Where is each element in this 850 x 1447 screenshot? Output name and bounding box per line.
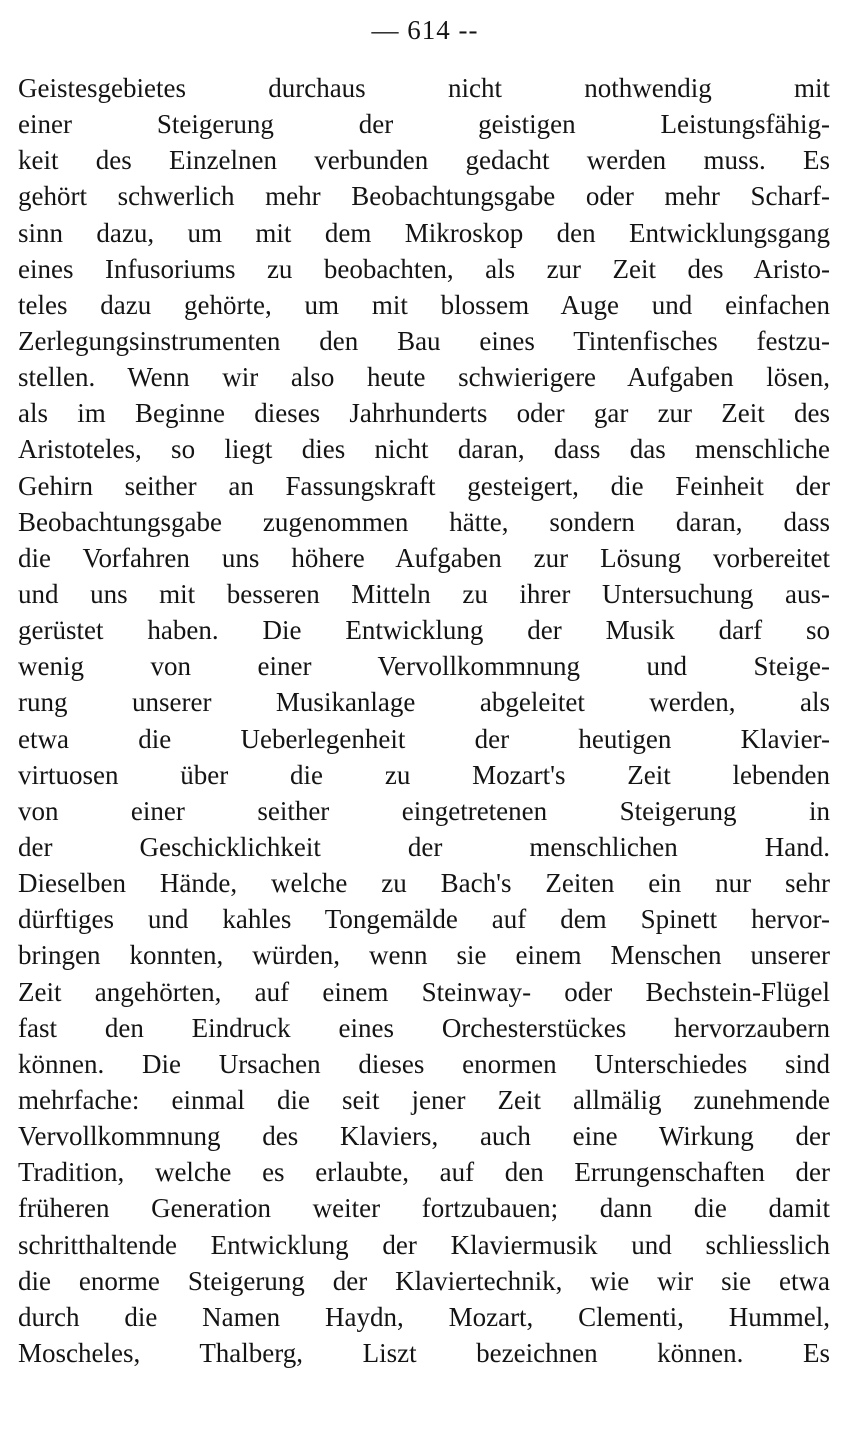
text-line: die Vorfahren uns höhere Aufgaben zur Lösung vorbereitet [18, 542, 830, 573]
text-line: Aristoteles, so liegt dies nicht daran, dass das menschliche [18, 434, 830, 465]
text-line: Moscheles, Thalberg, Liszt bezeichnen können. Es [18, 1337, 830, 1368]
text-line: schritthaltende Entwicklung der Klaviermusik und schliesslich [18, 1229, 830, 1260]
text-line: teles dazu gehörte, um mit blossem Auge und einfachen [18, 289, 830, 320]
text-line: virtuosen über die zu Mozart's Zeit lebenden [18, 759, 830, 790]
text-line: mehrfache: einmal die seit jener Zeit allmälig zunehmende [18, 1084, 830, 1115]
text-line: Tradition, welche es erlaubte, auf den Errungenschaften der [18, 1157, 830, 1188]
text-line: sinn dazu, um mit dem Mikroskop den Entwicklungsgang [18, 217, 830, 248]
text-line: als im Beginne dieses Jahrhunderts oder gar zur Zeit des [18, 398, 830, 429]
text-line: wenig von einer Vervollkommnung und Steige- [18, 651, 830, 682]
text-line: früheren Generation weiter fortzubauen; dann die damit [18, 1193, 830, 1224]
text-line: durch die Namen Haydn, Mozart, Clementi, Hummel, [18, 1301, 830, 1332]
text-line: keit des Einzelnen verbunden gedacht werden muss. Es [18, 145, 830, 176]
text-line: gerüstet haben. Die Entwicklung der Musik darf so [18, 615, 830, 646]
text-line: und uns mit besseren Mitteln zu ihrer Untersuchung aus- [18, 578, 830, 609]
text-line: etwa die Ueberlegenheit der heutigen Klavier- [18, 723, 830, 754]
text-line: rung unserer Musikanlage abgeleitet werden, als [18, 687, 830, 718]
text-line: Geistesgebietes durchaus nicht nothwendig mit [18, 73, 830, 103]
text-line: gehört schwerlich mehr Beobachtungsgabe oder mehr Scharf- [18, 181, 830, 212]
text-line: von einer seither eingetretenen Steigerung in [18, 795, 830, 826]
text-line: Dieselben Hände, welche zu Bach's Zeiten ein nur sehr [18, 868, 830, 899]
text-line: einer Steigerung der geistigen Leistungsfähig- [18, 109, 830, 140]
text-line: Vervollkommnung des Klaviers, auch eine Wirkung der [18, 1121, 830, 1152]
text-line: die enorme Steigerung der Klaviertechnik, wie wir sie etwa [18, 1265, 830, 1296]
text-line: dürftiges und kahles Tongemälde auf dem Spinett hervor- [18, 904, 830, 935]
text-line: Gehirn seither an Fassungskraft gesteigert, die Feinheit der [18, 470, 830, 501]
body-text [18, 70, 830, 1371]
page-number: — 614 -- [371, 15, 479, 45]
text-line: bringen konnten, würden, wenn sie einem Menschen unserer [18, 940, 830, 971]
text-line: Zerlegungsinstrumenten den Bau eines Tintenfisches festzu- [18, 325, 830, 356]
text-line: Zeit angehörten, auf einem Steinway- oder Bechstein-Flügel [18, 976, 830, 1007]
text-line: der Geschicklichkeit der menschlichen Hand. [18, 831, 830, 862]
text-line: können. Die Ursachen dieses enormen Unterschiedes sind [18, 1048, 830, 1079]
text-line: eines Infusoriums zu beobachten, als zur Zeit des Aristo- [18, 253, 830, 284]
text-line: fast den Eindruck eines Orchesterstückes hervorzaubern [18, 1012, 830, 1043]
text-line: stellen. Wenn wir also heute schwierigere Aufgaben lösen, [18, 362, 830, 393]
text-line: Beobachtungsgabe zugenommen hätte, sondern daran, dass [18, 506, 830, 537]
